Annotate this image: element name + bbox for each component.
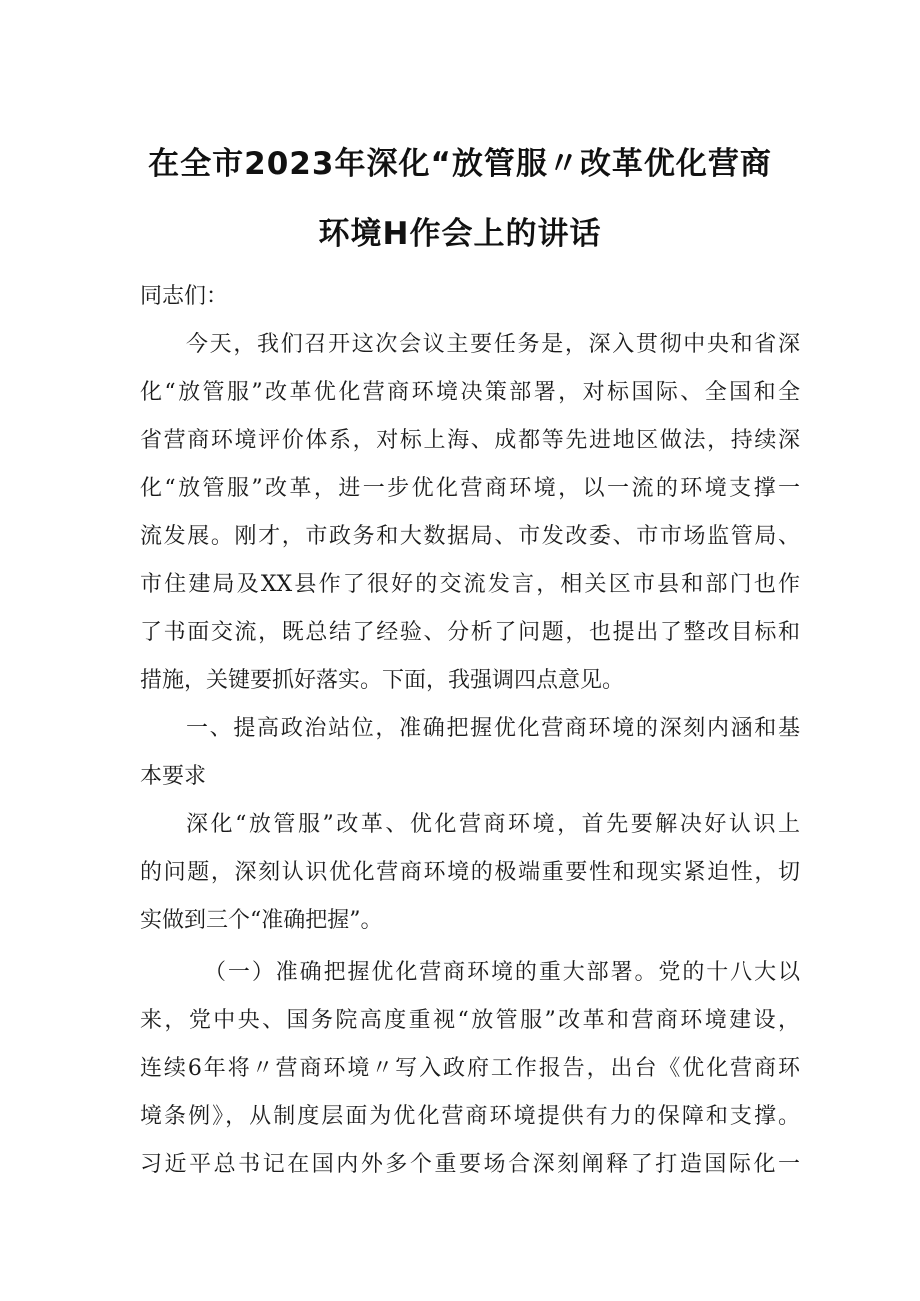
paragraph-line: 市住建局及XX县作了很好的交流发言，相关区市县和部门也作 <box>140 572 800 597</box>
paragraph-line: 实做到三个“准确把握”。 <box>140 908 383 933</box>
paragraph-line: 的问题，深刻认识优化营商环境的极端重要性和现实紧迫性，切 <box>140 860 800 885</box>
paragraph-line: 来，党中央、国务院高度重视“放管服”改革和营商环境建设， <box>140 1008 800 1033</box>
paragraph-line: 深化“放管服”改革、优化营商环境，首先要解决好认识上 <box>186 812 800 837</box>
paragraph-line: 今天，我们召开这次会议主要任务是，深入贯彻中央和省深 <box>186 332 800 357</box>
title-line-1: 在全市2023年深化“放管服〃改革优化营商 <box>148 146 772 182</box>
paragraph-line: 了书面交流，既总结了经验、分析了问题，也提出了整改目标和 <box>140 620 800 645</box>
title-line-2: 环境H作会上的讲话 <box>318 216 602 252</box>
paragraph-line: 化“放管服”改革优化营商环境决策部署，对标国际、全国和全 <box>140 380 800 405</box>
paragraph-line: 化“放管服”改革，进一步优化营商环境，以一流的环境支撑一 <box>140 476 800 501</box>
paragraph-line: 境条例》，从制度层面为优化营商环境提供有力的保障和支撑。 <box>140 1104 800 1129</box>
paragraph-line: 习近平总书记在国内外多个重要场合深刻阐释了打造国际化一 <box>140 1152 800 1177</box>
paragraph-line: 措施，关键要抓好落实。下面，我强调四点意见。 <box>140 668 625 693</box>
section-heading: 本要求 <box>140 764 207 789</box>
section-heading: 一、提高政治站位，准确把握优化营商环境的深刻内涵和基 <box>186 716 800 741</box>
paragraph-line: 省营商环境评价体系，对标上海、成都等先进地区做法，持续深 <box>140 428 800 453</box>
salutation: 同志们： <box>140 284 229 309</box>
paragraph-line: 流发展。刚才，市政务和大数据局、市发改委、市市场监管局、 <box>140 524 800 549</box>
paragraph-line: 连续6年将〃营商环境〃写入政府工作报告，出台《优化营商环 <box>140 1056 800 1081</box>
subsection-line: （一）准确把握优化营商环境的重大部署。党的十八大以 <box>204 960 800 985</box>
